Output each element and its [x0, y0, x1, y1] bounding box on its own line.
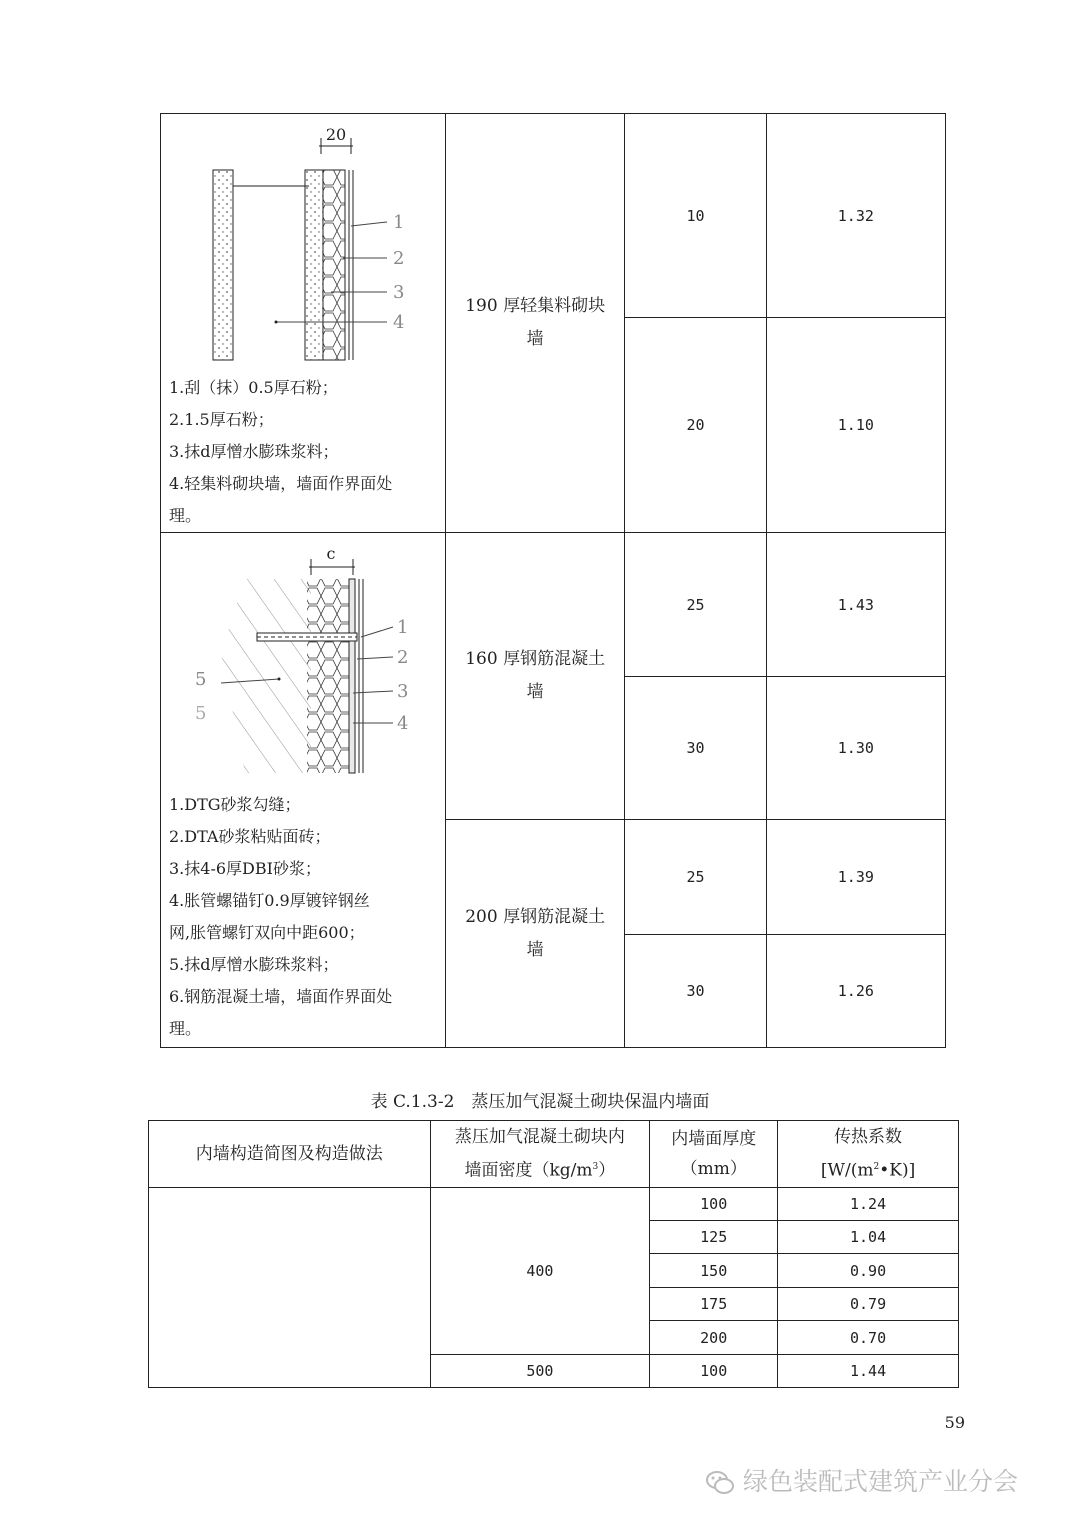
coef-cell: 1.43: [766, 533, 945, 677]
note: 1.DTG砂浆勾缝；: [169, 795, 301, 814]
wechat-icon: [705, 1468, 735, 1498]
callout-1: 1: [397, 617, 409, 638]
coef-cell: 1.39: [766, 820, 945, 935]
coef-cell: 1.10: [766, 318, 945, 533]
thickness-cell: 20: [625, 318, 766, 533]
note: 3.抹4-6厚DBI砂浆；: [169, 859, 321, 878]
thickness-cell: 25: [625, 820, 766, 935]
density-cell: 500: [430, 1355, 650, 1388]
note: 1.刮（抹）0.5厚石粉；: [169, 378, 338, 397]
construction-cell-empty: [149, 1188, 431, 1388]
callout-4: 4: [393, 312, 405, 333]
callout-5b: 5: [195, 703, 207, 724]
thickness-cell: 30: [625, 677, 766, 820]
coef-cell: 1.32: [766, 114, 945, 318]
wall-type-cell: [446, 820, 625, 1048]
callout-3: 3: [393, 282, 405, 303]
note: 理。: [169, 1019, 202, 1038]
thickness-cell: 125: [650, 1221, 778, 1254]
wall-type-line: 200 厚钢筋混凝土: [465, 906, 606, 927]
wall-section-diagram-2: [161, 533, 445, 789]
note: 2.1.5厚石粉；: [169, 410, 274, 429]
watermark-text: 绿色装配式建筑产业分会: [743, 1467, 1019, 1496]
thickness-cell: 100: [650, 1355, 778, 1388]
note: 2.DTA砂浆粘贴面砖；: [169, 827, 331, 846]
header-coef-unit-b: •K)]: [879, 1160, 916, 1181]
callout-4: 4: [397, 713, 409, 734]
coef-cell: 1.30: [766, 677, 945, 820]
callout-3: 3: [397, 681, 409, 702]
wall-type-line: 墙: [526, 329, 544, 349]
note: 4.轻集料砌块墙，墙面作界面处: [169, 474, 393, 493]
header-thickness: [650, 1121, 778, 1188]
note: 理。: [169, 506, 202, 525]
header-coef: [778, 1121, 959, 1188]
header-density-line2: [431, 1152, 650, 1186]
header-coef-unit-a: [W/(m: [820, 1160, 874, 1181]
dim-label: c: [326, 544, 336, 563]
dim-label: 20: [325, 125, 347, 144]
header-thickness-line2: （mm）: [680, 1159, 747, 1179]
coef-cell: 1.26: [766, 935, 945, 1048]
header-density-tail: ）: [598, 1160, 616, 1181]
wall-type-line: 160 厚钢筋混凝土: [465, 649, 606, 669]
thickness-cell: 10: [625, 114, 766, 318]
thickness-cell: 30: [625, 935, 766, 1048]
header-density: [430, 1121, 650, 1188]
header-thickness-line1: 内墙面厚度: [671, 1129, 757, 1149]
note: 3.抹d厚憎水膨珠浆料；: [169, 442, 339, 461]
note: 网,胀管螺钉双向中距600；: [169, 923, 365, 942]
construction-cell-1: [161, 114, 446, 533]
header-density-unit: 墙面密度（kg/m: [464, 1160, 593, 1181]
note: 6.钢筋混凝土墙，墙面作界面处: [169, 987, 393, 1006]
callout-5: 5: [195, 669, 207, 690]
note: 5.抹d厚憎水膨珠浆料；: [169, 955, 339, 974]
header-coef-line2: [778, 1152, 958, 1186]
thickness-cell: 25: [625, 533, 766, 677]
callout-2: 2: [393, 248, 405, 269]
coef-cell: 0.79: [778, 1288, 959, 1321]
wall-section-diagram-1: [161, 114, 445, 372]
coef-cell: 0.90: [778, 1254, 959, 1288]
coef-cell: 0.70: [778, 1321, 959, 1355]
construction-cell-2: [161, 533, 446, 1048]
callout-1: 1: [393, 212, 405, 233]
thickness-cell: 175: [650, 1288, 778, 1321]
construction-notes-2: [161, 789, 445, 1045]
wall-type-cell: [446, 114, 625, 533]
table-caption: 表 C.1.3-2 蒸压加气混凝土砌块保温内墙面: [370, 1092, 710, 1112]
note: 4.胀管螺锚钉0.9厚镀锌钢丝: [169, 891, 370, 910]
header-construction: 内墙构造简图及构造做法: [149, 1121, 431, 1188]
header-density-sup: 3: [592, 1162, 599, 1173]
header-coef-sup: 2: [873, 1162, 880, 1173]
thickness-cell: 200: [650, 1321, 778, 1355]
construction-notes-1: [161, 372, 445, 532]
thickness-cell: 150: [650, 1254, 778, 1288]
coef-cell: 1.24: [778, 1188, 959, 1221]
wall-type-line: 190 厚轻集料砌块: [465, 296, 606, 316]
wall-type-line: 墙: [526, 939, 544, 960]
coef-cell: 1.44: [778, 1355, 959, 1388]
watermark: [705, 1462, 1018, 1498]
callout-2: 2: [397, 647, 409, 668]
thickness-cell: 100: [650, 1188, 778, 1221]
density-cell: 400: [430, 1188, 650, 1355]
thermal-table-1: [160, 113, 946, 1048]
page-number: 59: [944, 1413, 965, 1432]
wall-type-line: 墙: [526, 682, 544, 702]
coef-cell: 1.04: [778, 1221, 959, 1254]
header-density-line1: 蒸压加气混凝土砌块内: [454, 1127, 625, 1148]
thermal-table-2: [148, 1120, 959, 1388]
wall-type-cell: [446, 533, 625, 820]
header-coef-line1: 传热系数: [834, 1127, 903, 1148]
